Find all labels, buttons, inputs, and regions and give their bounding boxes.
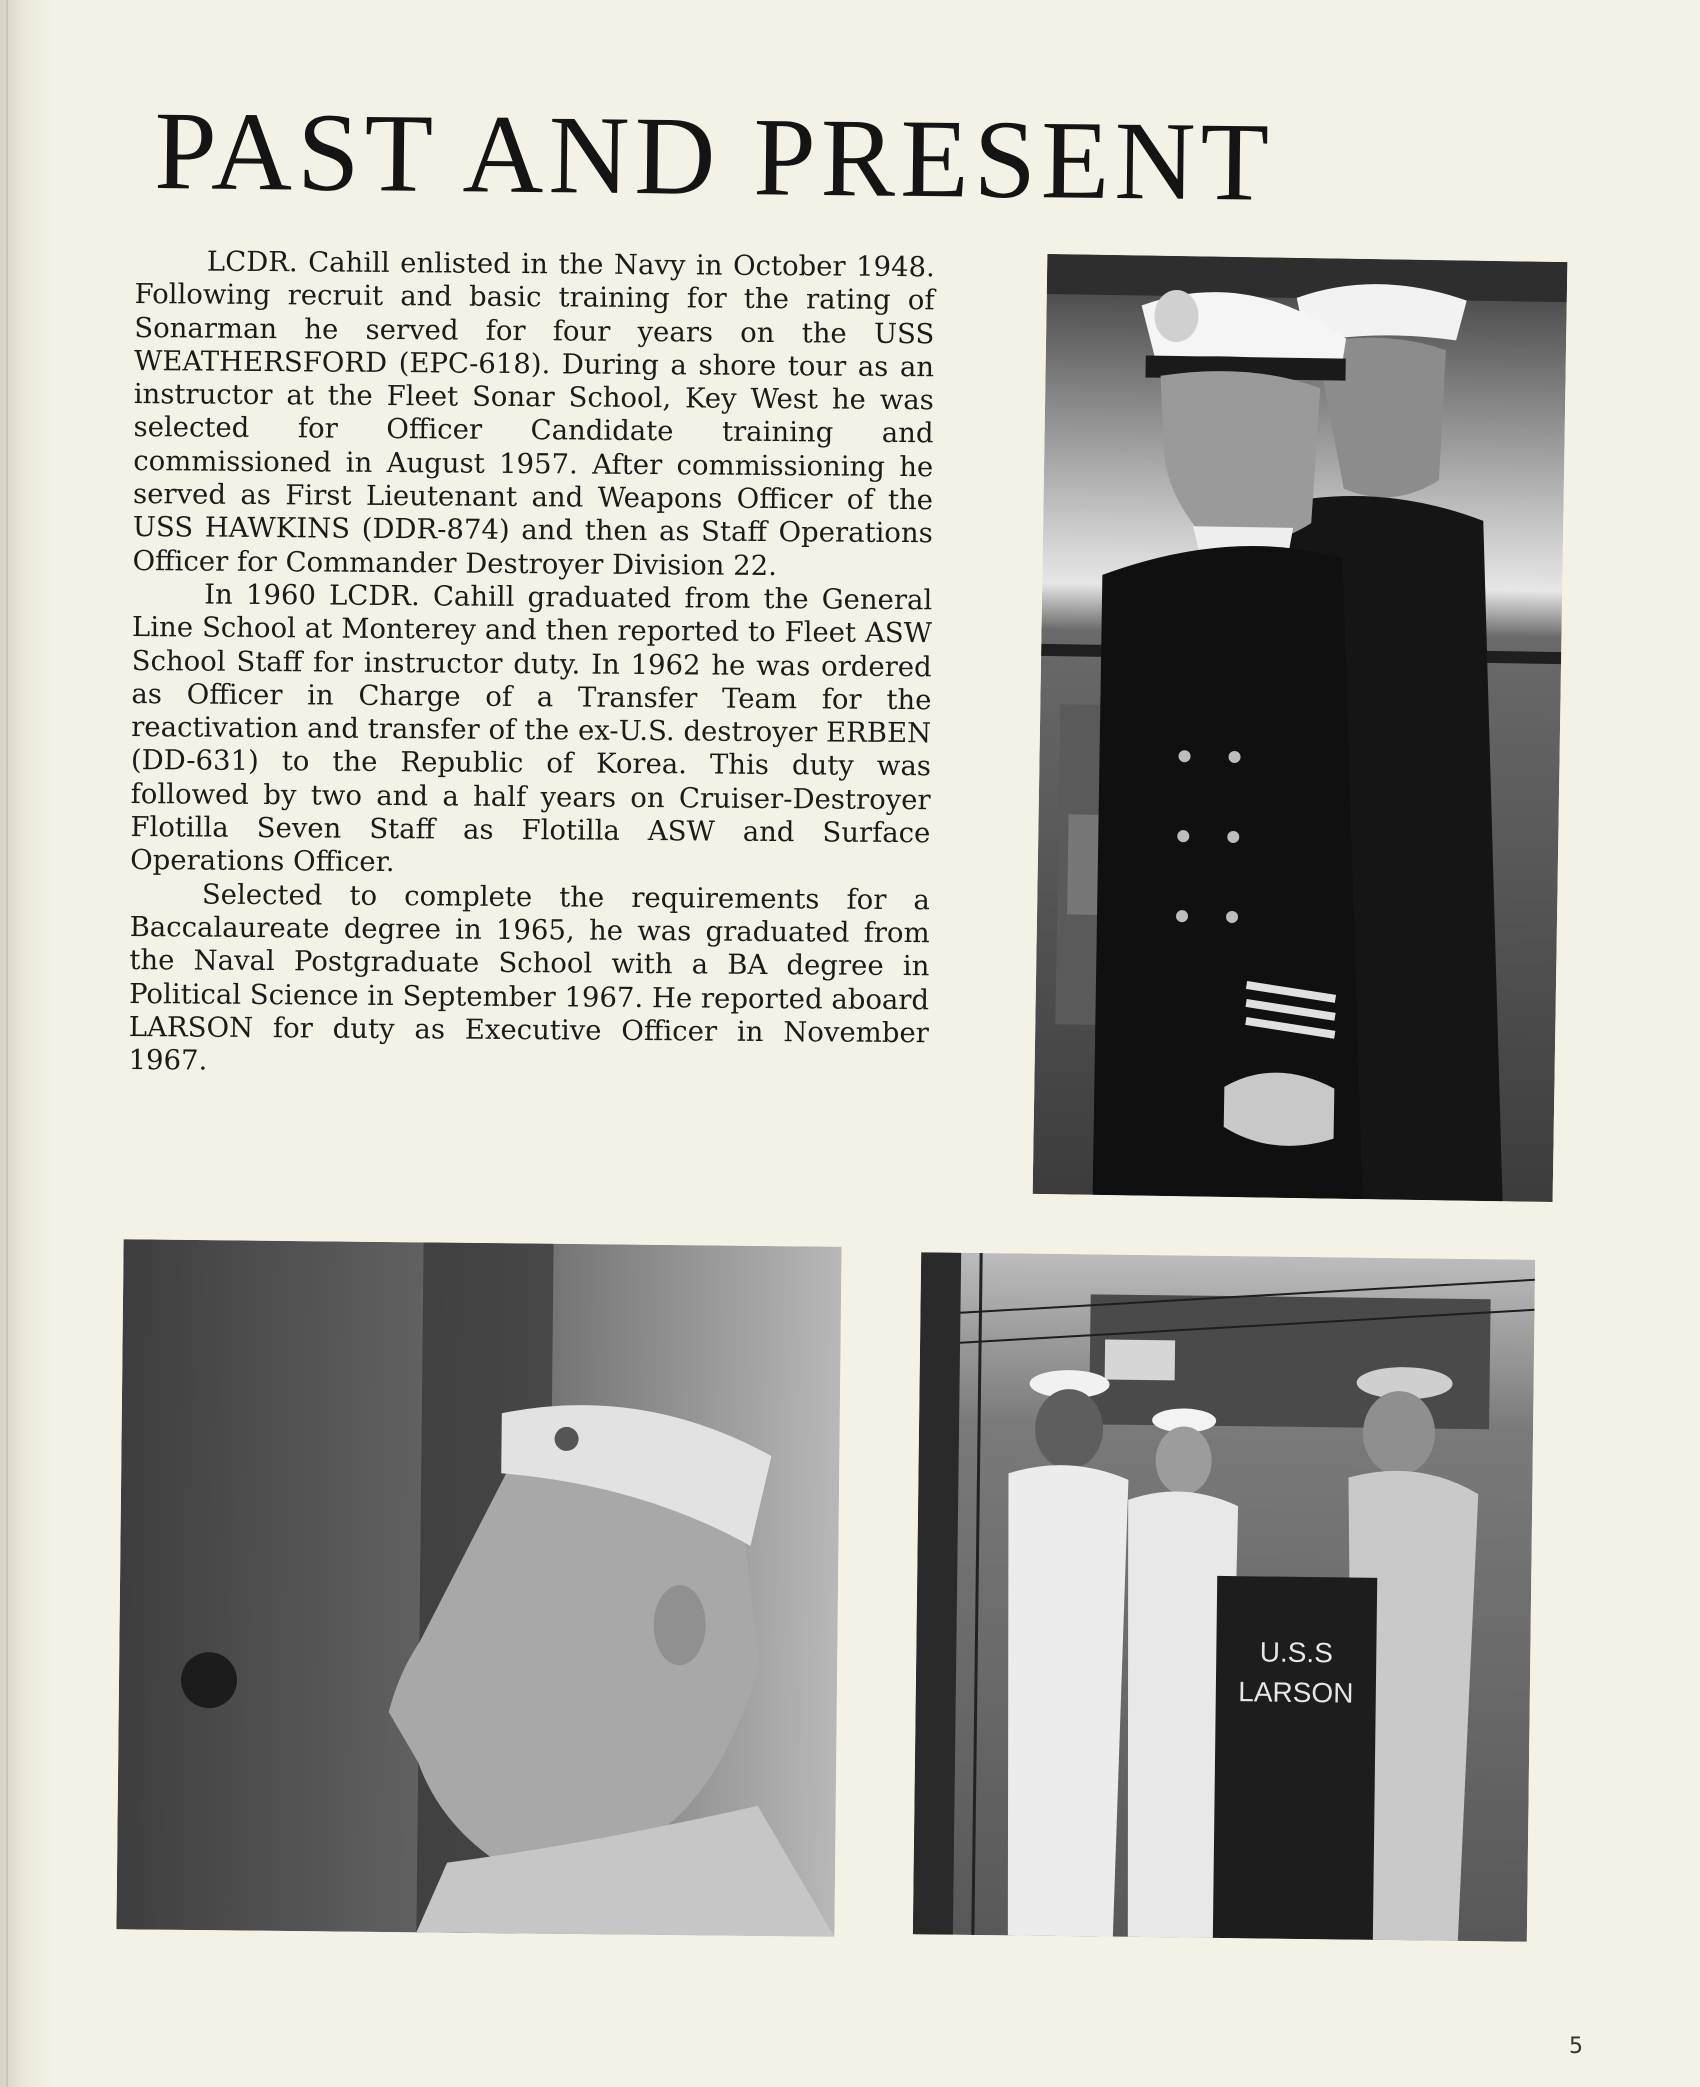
book-binding-shadow: [0, 0, 55, 2087]
banner-text-line-1: U.S.S: [1259, 1636, 1334, 1669]
banner-text-line-2: LARSON: [1238, 1676, 1354, 1709]
binding-edge: [6, 0, 8, 2087]
bio-paragraph-2: In 1960 LCDR. Cahill graduated from the General Line School at Monterey and then reported to Fleet ASW School Staff for instructor duty. In 1962 he was ordered as Officer in Charge of a Transfer Team for the reactivation and transfer of the ex-U.S. destroyer ERBEN (DD-631) to the Republic of Korea. This duty was followed by two and a half years on Cruiser-Destroyer Flotilla Seven Staff as Flotilla ASW and Surface Operations Officer.: [130, 578, 933, 879]
page-number: 5: [1569, 2034, 1583, 2059]
page-title: PAST AND PRESENT: [153, 89, 1275, 225]
photo-officers-dress-uniform: [1033, 254, 1568, 1202]
photo-sailors-larson-banner: [913, 1252, 1535, 1941]
bio-paragraph-1: LCDR. Cahill enlisted in the Navy in October 1948. Following recruit and basic training for the rating of Sonarman he served for four years on the USS WEATHERSFORD (EPC-618). During a shore tour as an instructor at the Fleet Sonar School, Key West he was selected for Officer Candidate training and commissioned in August 1957. After commissioning he served as First Lieutenant and Weapons Officer of the USS HAWKINS (DDR-874) and then as Staff Operations Officer for Commander Destroyer Division 22.: [132, 245, 935, 582]
bio-paragraph-3: Selected to complete the requirements for a Baccalaureate degree in 1965, he was graduated from the Naval Postgraduate School with a BA degree in Political Science in September 1967. He reported aboard LARSON for duty as Executive Officer in November 1967.: [128, 878, 931, 1077]
photo-officer-profile-cap: [116, 1239, 841, 1936]
biography-text: [128, 245, 935, 1084]
